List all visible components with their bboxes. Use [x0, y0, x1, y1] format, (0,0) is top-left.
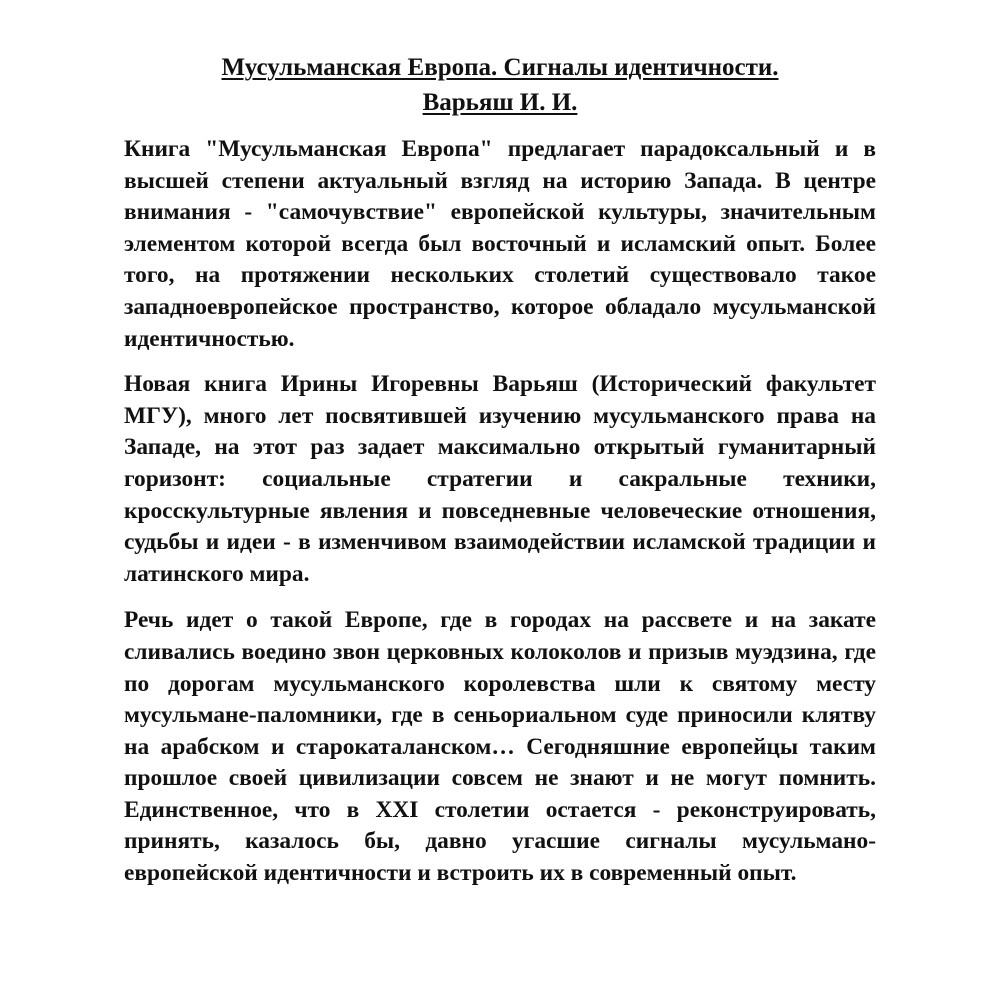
paragraph-3: Речь идет о такой Европе, где в городах на рассвете и на закате сливались воедино звон церковных колоколов и призыв муэдзина, где по дорогам мусульманского королевства шли к святому месту мусульмане-паломники, где в сеньориальном суде приносили клятву на арабском и старокаталанском… Сегодняшние европейцы таким прошлое своей цивилизации совсем не знают и не могут помнить. Единственное, что в XXI столетии остается - реконструировать, принять, казалось бы, давно угасшие сигналы мусульмано-европейской идентичности и встроить их в современный опыт. — [124, 607, 876, 887]
title-line-1: Мусульманская Европа. Сигналы идентичности. — [221, 54, 779, 81]
paragraph-2: Новая книга Ирины Игоревны Варьяш (Исторический факультет МГУ), много лет посвятившей изучению мусульманского права на Западе, на этот раз задает максимально открытый гуманитарный горизонт: социальные стратегии и сакральные техники, кросскультурные явления и повседневные человеческие отношения, судьбы и идеи - в изменчивом взаимодействии исламской традиции и латинского мира. — [124, 371, 876, 587]
document-title — [124, 50, 876, 120]
title-line-2: Варьяш И. И. — [422, 89, 578, 116]
paragraph-1: Книга "Мусульманская Европа" предлагает парадоксальный и в высшей степени актуальный взгляд на историю Запада. В центре внимания - "самочувствие" европейской культуры, значительным элементом которой всегда был восточный и исламский опыт. Более того, на протяжении нескольких столетий существовало такое западноевропейское пространство, которое обладало мусульманской идентичностью. — [124, 136, 876, 352]
document-page — [124, 50, 876, 890]
